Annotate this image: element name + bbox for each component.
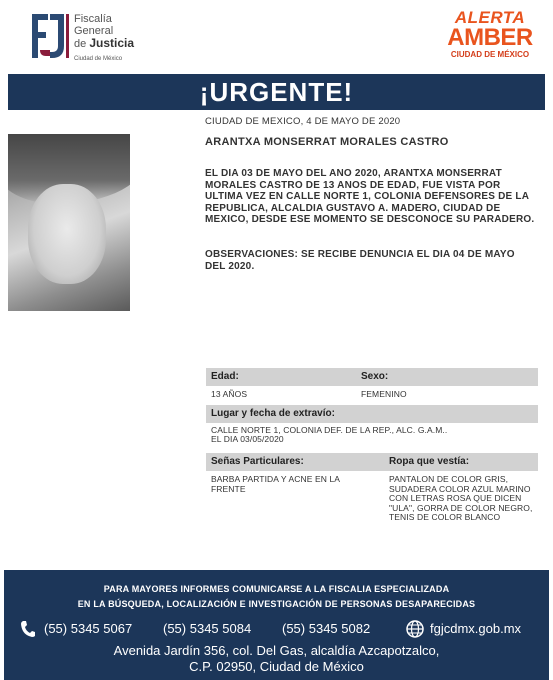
sex-label: Sexo: [356, 368, 538, 386]
globe-icon [406, 620, 424, 638]
footer-info [4, 582, 549, 612]
amber-line-3: CIUDAD DE MÉXICO [450, 50, 530, 59]
website-link[interactable]: fgjcdmx.gob.mx [430, 621, 522, 636]
address [4, 643, 549, 675]
org-line-2: General [74, 25, 114, 37]
amber-line-2: AMBER [447, 24, 533, 51]
phone-icon [20, 620, 36, 638]
footer-info-line-1: PARA MAYORES INFORMES COMUNICARSE A LA FISCALIA ESPECIALIZADA [103, 584, 450, 594]
org-name [74, 13, 134, 65]
place-value-1: CALLE NORTE 1, COLONIA DEF. DE LA REP., ALC. G.A.M.. [211, 425, 448, 435]
phone-3[interactable]: (55) 5345 5082 [282, 621, 371, 636]
person-name: ARANTXA MONSERRAT MORALES CASTRO [205, 136, 449, 148]
place-label: Lugar y fecha de extravío: [206, 405, 538, 423]
age-value: 13 AÑOS [211, 389, 248, 399]
clothes-label: Ropa que vestía: [384, 453, 538, 471]
alerta-amber-logo [440, 8, 540, 66]
fgj-logo [28, 10, 70, 62]
marks-label: Señas Particulares: [206, 453, 384, 471]
amber-line-1: ALERTA [454, 8, 526, 27]
person-photo [8, 134, 130, 311]
age-label: Edad: [206, 368, 356, 386]
phone-2[interactable]: (55) 5345 5084 [163, 621, 252, 636]
footer [4, 570, 549, 680]
sex-value: FEMENINO [361, 389, 407, 399]
org-city: Ciudad de México [74, 56, 123, 62]
contact-row [20, 620, 540, 638]
description-text: EL DIA 03 DE MAYO DEL ANO 2020, ARANTXA MONSERRAT MORALES CASTRO DE 13 ANOS DE EDAD, FUE VISTA POR ULTIMA VEZ EN CALLE NORTE 1, COLONIA DEFENSORES DE LA REPUBLICA, ALCALDIA GUSTAVO A. MADERO, CIUDAD DE MEXICO, DESDE ESE MOMENTO SE DESCONOCE SU PARADERO. [205, 168, 535, 225]
place-value-2: EL DIA 03/05/2020 [211, 434, 284, 444]
urgent-banner: ¡URGENTE! [8, 74, 545, 110]
org-line-3-prefix: de [74, 38, 87, 50]
org-line-3: Justicia [89, 36, 135, 50]
marks-value: BARBA PARTIDA Y ACNE EN LA FRENTE [211, 474, 340, 494]
address-line-1: Avenida Jardín 356, col. Del Gas, alcaldía Azcapotzalco, [113, 643, 440, 658]
header [0, 0, 553, 72]
photo-face [28, 184, 106, 284]
phone-1[interactable]: (55) 5345 5067 [44, 621, 133, 636]
report-date: CIUDAD DE MEXICO, 4 DE MAYO DE 2020 [205, 116, 401, 127]
observations-text: OBSERVACIONES: SE RECIBE DENUNCIA EL DIA 04 DE MAYO DEL 2020. [205, 249, 515, 272]
clothes-value: PANTALON DE COLOR GRIS, SUDADERA COLOR AZUL MARINO CON LETRAS ROSA QUE DICEN "ULA", GORRA DE COLOR NEGRO, TENIS DE COLOR BLANCO [389, 474, 533, 522]
address-line-2: C.P. 02950, Ciudad de México [189, 659, 364, 674]
footer-info-line-2: EN LA BÚSQUEDA, LOCALIZACIÓN E INVESTIGACIÓN DE PERSONAS DESAPARECIDAS [77, 599, 476, 609]
org-line-1: Fiscalía [74, 13, 112, 25]
